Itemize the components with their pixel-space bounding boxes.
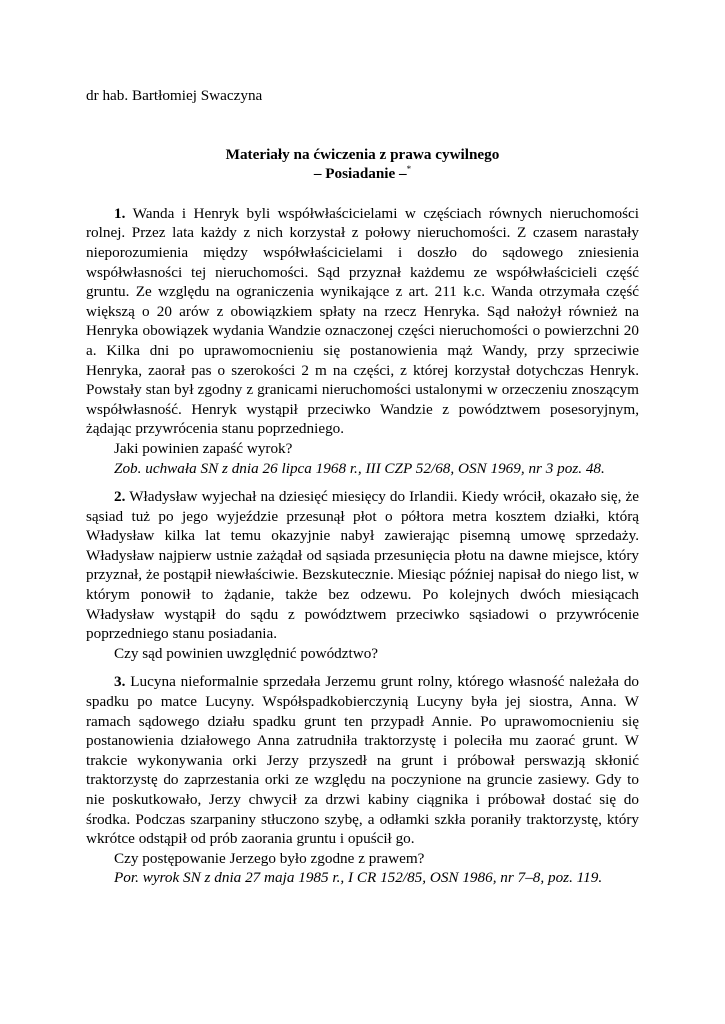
case-1-number: 1. [114, 204, 126, 222]
document-page [86, 86, 639, 897]
case-3-text: Lucyna nieformalnie sprzedała Jerzemu grunt rolny, którego własność należała do spadku po matce Lucyny. Współspadkobierczynią Lucyny była jej siostra, Anna. W ramach sądowego działu spadku grunt ten przypadł Annie. Po uprawomocnieniu się postanowienia działowego Anna zatrudniła traktorzystę i poleciła mu zaorać grunt. W trakcie wykonywania orki Jerzy przyszedł na grunt i próbował perswazją skłonić traktorzystę do zaprzestania orki ze względu na poczynione na gruncie zasiewy. Gdy to nie poskutkowało, Jerzy chwycił za drzwi kabiny ciągnika i próbował dostać się do środka. Podczas szarpaniny stłuczono szybę, a odłamki szkła poraniły traktorzystę, który wkrótce odstąpił od prób zaorania gruntu i opuścił go. [86, 673, 640, 848]
case-3 [86, 672, 639, 888]
title-subtitle: – Posiadanie – [313, 165, 407, 183]
case-1 [86, 204, 639, 478]
author-line: dr hab. Bartłomiej Swaczyna [86, 87, 263, 104]
case-2-text: Władysław wyjechał na dziesięć miesięcy do Irlandii. Kiedy wrócił, okazało się, że sąsiad tuż po jego wyjeździe przesunął płot o półtora metra kosztem działki, którą Władysław kilka lat temu okazyjnie nabył zawierając pisemną umowę sprzedaży. Władysław najpierw ustnie zażądał od sąsiada przesunięcia płotu na dawne miejsce, który przyznał, że postąpił niewłaściwie. Bezskutecznie. Miesiąc później napisał do niego list, w którym ponowił to żądanie, także bez odzewu. Po kolejnych dwóch miesiącach Władysław wystąpił do sądu z powództwem przeciwko sąsiadowi o przywrócenie poprzedniego stanu posiadania. [86, 488, 639, 643]
case-3-number: 3. [114, 673, 126, 691]
footnote-mark: * [406, 164, 412, 175]
case-1-paragraph [86, 204, 639, 439]
case-2-number: 2. [114, 488, 126, 506]
case-3-citation: Por. wyrok SN z dnia 27 maja 1985 r., I CR 152/85, OSN 1986, nr 7–8, poz. 119. [114, 869, 603, 887]
case-2-paragraph [86, 487, 639, 644]
case-3-paragraph [86, 672, 639, 848]
title-line-2 [86, 164, 639, 184]
case-1-text: Wanda i Henryk byli współwłaścicielami w częściach równych nieruchomości rolnej. Przez lata każdy z nich korzystał z połowy nieruchomości. Z czasem narastały nieporozumienia między współwłaścicielami i doszło do sądowego zniesienia współwłasności tej nieruchomości. Sąd przyznał każdemu ze współwłaścicieli część gruntu. Ze względu na ograniczenia wynikające z art. 211 k.c. Wanda otrzymała część większą o 20 arów z obowiązkiem spłaty na rzecz Henryka. Sąd nałożył również na Henryka obowiązek wydania Wandzie oznaczonej części nieruchomości o powierzchni 20 a. Kilka dni po uprawomocnieniu się postanowienia mąż Wandy, przy sprzeciwie Henryka, zaorał pas o szerokości 2 m na części, z której korzystał dotychczas Henryk. Powstały stan był zgodny z granicami nieruchomości ustalonymi w orzeczeniu znoszącym współwłasność. Henryk wystąpił przeciwko Wandzie z powództwem posesoryjnym, żądając przywrócenia stanu poprzedniego. [86, 204, 639, 438]
title-line-1: Materiały na ćwiczenia z prawa cywilnego [225, 145, 500, 163]
cases-list [86, 204, 639, 888]
case-1-question: Jaki powinien zapaść wyrok? [114, 439, 293, 457]
case-2-question: Czy sąd powinien uwzględnić powództwo? [114, 644, 379, 662]
case-2 [86, 487, 639, 663]
case-3-question: Czy postępowanie Jerzego było zgodne z prawem? [114, 849, 425, 867]
case-1-citation: Zob. uchwała SN z dnia 26 lipca 1968 r., III CZP 52/68, OSN 1969, nr 3 poz. 48. [114, 459, 605, 477]
document-title [86, 145, 639, 184]
